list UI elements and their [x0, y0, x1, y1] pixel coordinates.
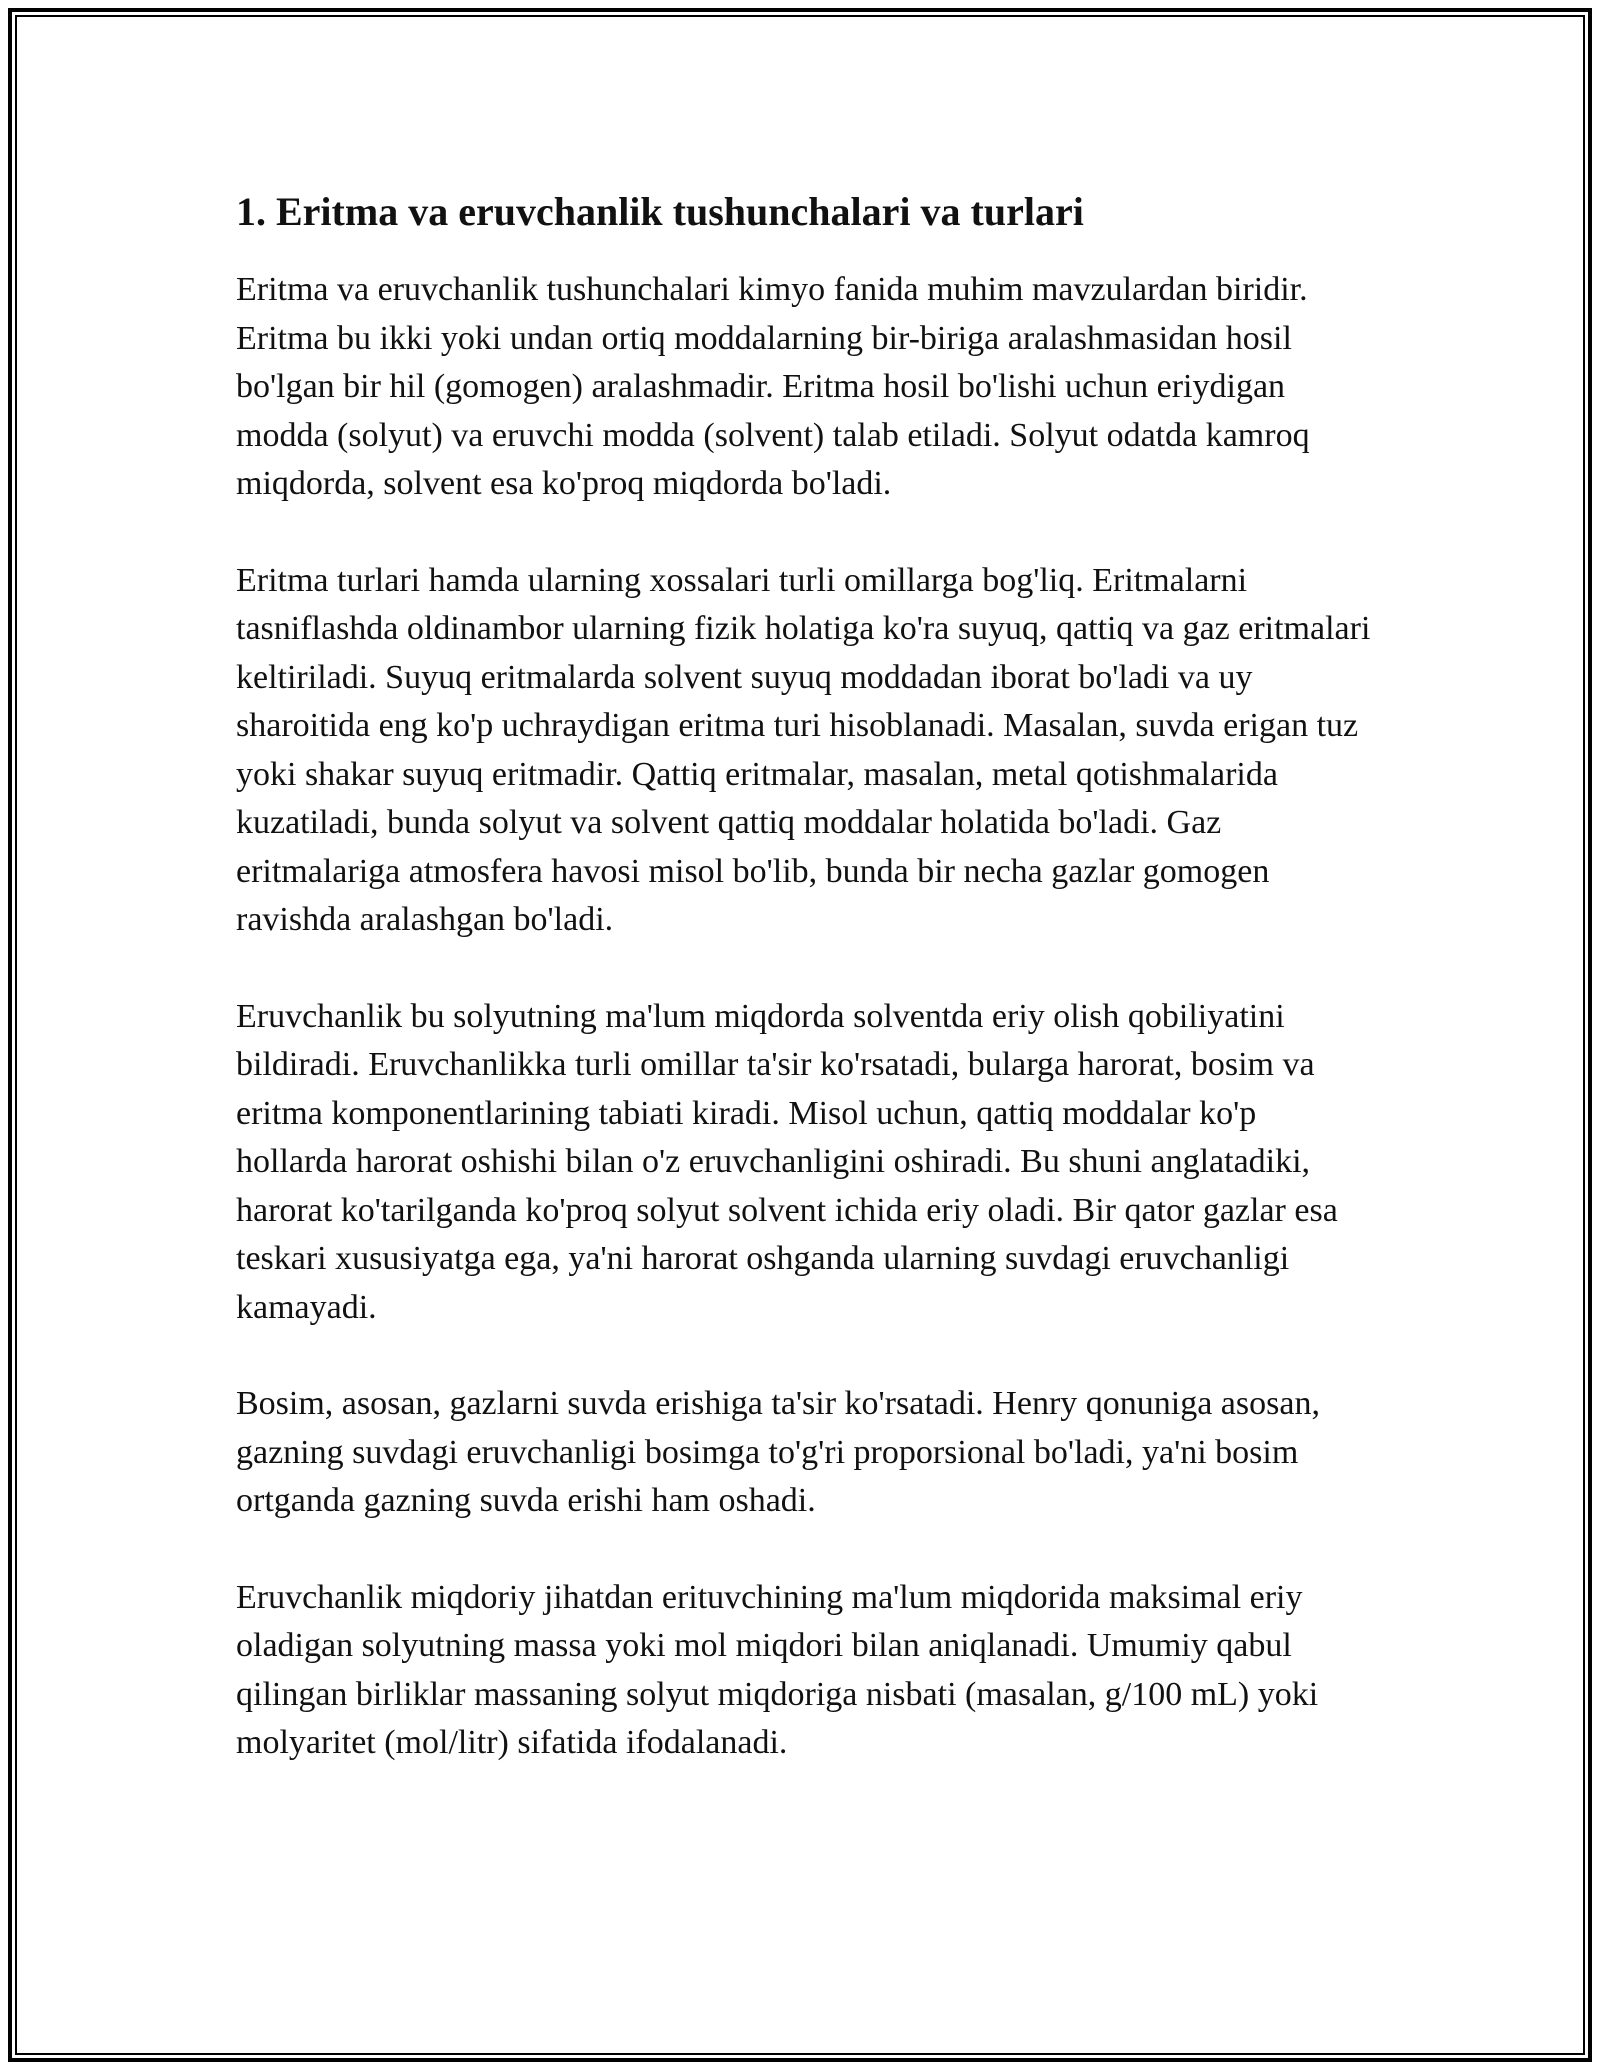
paragraph-definition: Eritma va eruvchanlik tushunchalari kimyo fanida muhim mavzulardan biridir. Eritma bu ikki yoki undan ortiq moddalarning bir-biriga aralashmasidan hosil bo'lgan bir hil (gomogen) aralashmadir. Eritma hosil bo'lishi uchun eriydigan modda (solyut) va eruvchi modda (solvent) talab etiladi. Solyut odatda kamroq miqdorda, solvent esa ko'proq miqdorda bo'ladi.: [236, 271, 1310, 502]
paragraph-solubility: Eruvchanlik bu solyutning ma'lum miqdorda solventda eriy olish qobiliyatini bildiradi. Eruvchanlikka turli omillar ta'sir ko'rsatadi, bularga harorat, bosim va eritma komponentlarining tabiati kiradi. Misol uchun, qattiq moddalar ko'p hollarda harorat oshishi bilan o'z eruvchanligini oshiradi. Bu shuni anglatadiki, harorat ko'tarilganda ko'proq solyut solvent ichida eriy oladi. Bir qator gazlar esa teskari xususiyatga ega, ya'ni harorat oshganda ularning suvdagi eruvchanligi kamayadi.: [236, 997, 1338, 1326]
section-title: 1. Eritma va eruvchanlik tushunchalari va turlari: [236, 189, 1084, 234]
document-body: [236, 186, 1376, 1816]
paragraph-solution-types: Eritma turlari hamda ularning xossalari turli omillarga bog'liq. Eritmalarni tasniflashda oldinambor ularning fizik holatiga ko'ra suyuq, qattiq va gaz eritmalari keltiriladi. Suyuq eritmalarda solvent suyuq moddadan iborat bo'ladi va uy sharoitida eng ko'p uchraydigan eritma turi hisoblanadi. Masalan, suvda erigan tuz yoki shakar suyuq eritmadir. Qattiq eritmalar, masalan, metal qotishmalarida kuzatiladi, bunda solyut va solvent qattiq moddalar holatida bo'ladi. Gaz eritmalariga atmosfera havosi misol bo'lib, bunda bir necha gazlar gomogen ravishda aralashgan bo'ladi.: [236, 561, 1371, 938]
paragraph-pressure: Bosim, asosan, gazlarni suvda erishiga ta'sir ko'rsatadi. Henry qonuniga asosan, gazning suvdagi eruvchanligi bosimga to'g'ri proporsional bo'ladi, ya'ni bosim ortganda gazning suvda erishi ham oshadi.: [236, 1385, 1320, 1519]
paragraph-quantitative: Eruvchanlik miqdoriy jihatdan erituvchining ma'lum miqdorida maksimal eriy oladigan solyutning massa yoki mol miqdori bilan aniqlanadi. Umumiy qabul qilingan birliklar massaning solyut miqdoriga nisbati (masalan, g/100 mL) yoki molyaritet (mol/litr) sifatida ifodalanadi.: [236, 1578, 1319, 1761]
